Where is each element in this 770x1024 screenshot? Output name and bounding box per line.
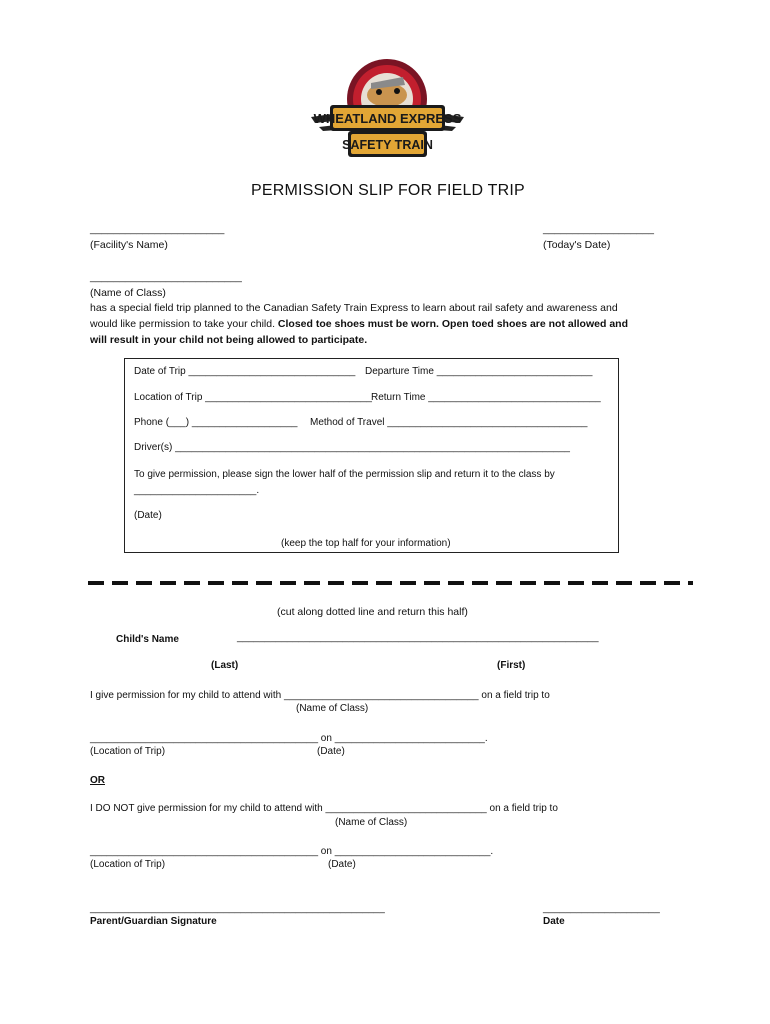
give-date-label: (Date) (317, 746, 345, 757)
intro-line-3: will result in your child not being allowed to participate. (90, 334, 368, 346)
location-of-trip-field[interactable]: Location of Trip ______________________________ (134, 392, 372, 403)
not-give-class-label: (Name of Class) (335, 817, 408, 828)
cut-dashed-line (88, 581, 693, 585)
departure-time-field[interactable]: Departure Time ____________________________ (365, 366, 593, 377)
signature-date-label: Date (543, 916, 565, 927)
cut-instruction: (cut along dotted line and return this half) (277, 606, 468, 618)
todays-date-line[interactable]: ___________________ (543, 223, 654, 235)
class-name-label: (Name of Class) (90, 287, 166, 299)
return-time-field[interactable]: Return Time _______________________________ (371, 392, 601, 403)
intro-line-2 (90, 318, 628, 330)
give-location-label: (Location of Trip) (90, 746, 166, 757)
childs-name-label: Child's Name (116, 634, 179, 645)
return-by-date-line[interactable]: ______________________. (134, 485, 260, 496)
phone-field[interactable]: Phone (___) ___________________ (134, 417, 298, 428)
wheatland-express-logo (305, 55, 470, 173)
facility-name-label: (Facility's Name) (90, 239, 168, 251)
logo-line1: WHEATLAND EXPRESS (313, 111, 462, 126)
trip-info-box (124, 358, 619, 553)
drivers-field[interactable]: Driver(s) _______________________________________________________________________ (134, 442, 570, 453)
instructions-line-1: To give permission, please sign the lower half of the permission slip and return it to the class by (134, 469, 555, 480)
last-name-label: (Last) (211, 660, 239, 671)
keep-top-half-note: (keep the top half for your information) (281, 538, 451, 549)
childs-name-line[interactable]: _________________________________________________________________ (237, 632, 599, 643)
parent-signature-label: Parent/Guardian Signature (90, 916, 217, 927)
logo-line2: SAFETY TRAIN (342, 138, 433, 152)
return-by-date-label: (Date) (134, 510, 162, 521)
intro-line-2-bold: Closed toe shoes must be worn. Open toed shoes are not allowed and (277, 318, 628, 330)
facility-name-line[interactable]: _______________________ (90, 223, 225, 235)
page-title: PERMISSION SLIP FOR FIELD TRIP (251, 182, 525, 199)
first-name-label: (First) (497, 660, 526, 671)
not-give-date-label: (Date) (328, 859, 356, 870)
give-class-label: (Name of Class) (296, 703, 369, 714)
intro-line-1: has a special field trip planned to the Canadian Safety Train Express to learn about rail safety and awareness and (90, 302, 618, 314)
todays-date-label: (Today's Date) (543, 239, 611, 251)
signature-date-line[interactable]: _____________________ (543, 903, 660, 914)
give-location-date-line[interactable]: _________________________________________ on ___________________________. (90, 733, 488, 744)
not-give-location-label: (Location of Trip) (90, 859, 166, 870)
date-of-trip-field[interactable]: Date of Trip ______________________________ (134, 366, 356, 377)
not-give-location-date-line[interactable]: _________________________________________ on ____________________________. (90, 846, 494, 857)
method-of-travel-field[interactable]: Method of Travel ____________________________________ (310, 417, 588, 428)
parent-signature-line[interactable]: _____________________________________________________ (90, 903, 385, 914)
give-permission-text[interactable]: I give permission for my child to attend with ___________________________________ on a field trip to (90, 690, 550, 701)
class-name-line[interactable]: __________________________ (90, 271, 242, 283)
logo-graphic (305, 55, 470, 173)
intro-line-2-plain: would like permission to take your child. (90, 318, 278, 330)
or-label: OR (90, 775, 105, 786)
do-not-give-permission-text[interactable]: I DO NOT give permission for my child to attend with _____________________________ on a field trip to (90, 803, 558, 814)
